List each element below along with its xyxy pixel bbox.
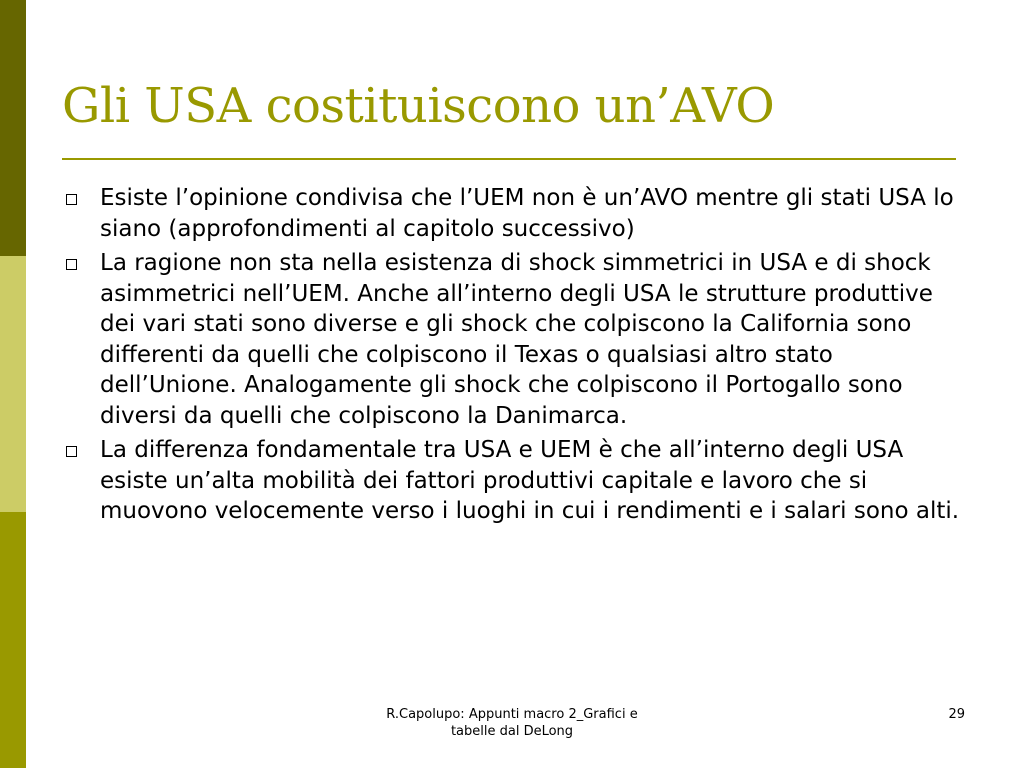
hollow-square-icon xyxy=(66,446,77,457)
left-band-middle xyxy=(0,256,26,512)
bullet-text: La differenza fondamentale tra USA e UEM è che all’interno degli USA esiste un’alta mobilità dei fattori produttivi capitale e lavoro che si muovono velocemente verso i luoghi in cui i rendimenti e i salari sono alti. xyxy=(100,437,960,524)
page-number: 29 xyxy=(948,707,965,722)
footer-caption-line-2: tabelle dal DeLong xyxy=(450,724,574,739)
bullet-item xyxy=(62,248,972,431)
bullet-item xyxy=(62,435,972,527)
footer-caption xyxy=(362,706,662,740)
bullet-list xyxy=(62,183,972,531)
hollow-square-icon xyxy=(66,259,77,270)
hollow-square-icon xyxy=(66,194,77,205)
bullet-text: Esiste l’opinione condivisa che l’UEM non è un’AVO mentre gli stati USA lo siano (approfondimenti al capitolo successivo) xyxy=(100,185,954,242)
footer-caption-line-1: R.Capolupo: Appunti macro 2_Grafici e xyxy=(386,707,638,722)
left-band-top xyxy=(0,0,26,256)
bullet-item xyxy=(62,183,972,244)
slide-title: Gli USA costituiscono un’AVO xyxy=(62,78,775,134)
left-band-bottom xyxy=(0,512,26,768)
bullet-text: La ragione non sta nella esistenza di shock simmetrici in USA e di shock asimmetrici nell’UEM. Anche all’interno degli USA le strutture produttive dei vari stati sono diverse e gli shock che colpiscono la California sono differenti da quelli che colpiscono il Texas o qualsiasi altro stato dell’Unione. Analogamente gli shock che colpiscono il Portogallo sono diversi da quelli che colpiscono la Danimarca. xyxy=(100,250,933,429)
title-divider xyxy=(62,158,956,160)
